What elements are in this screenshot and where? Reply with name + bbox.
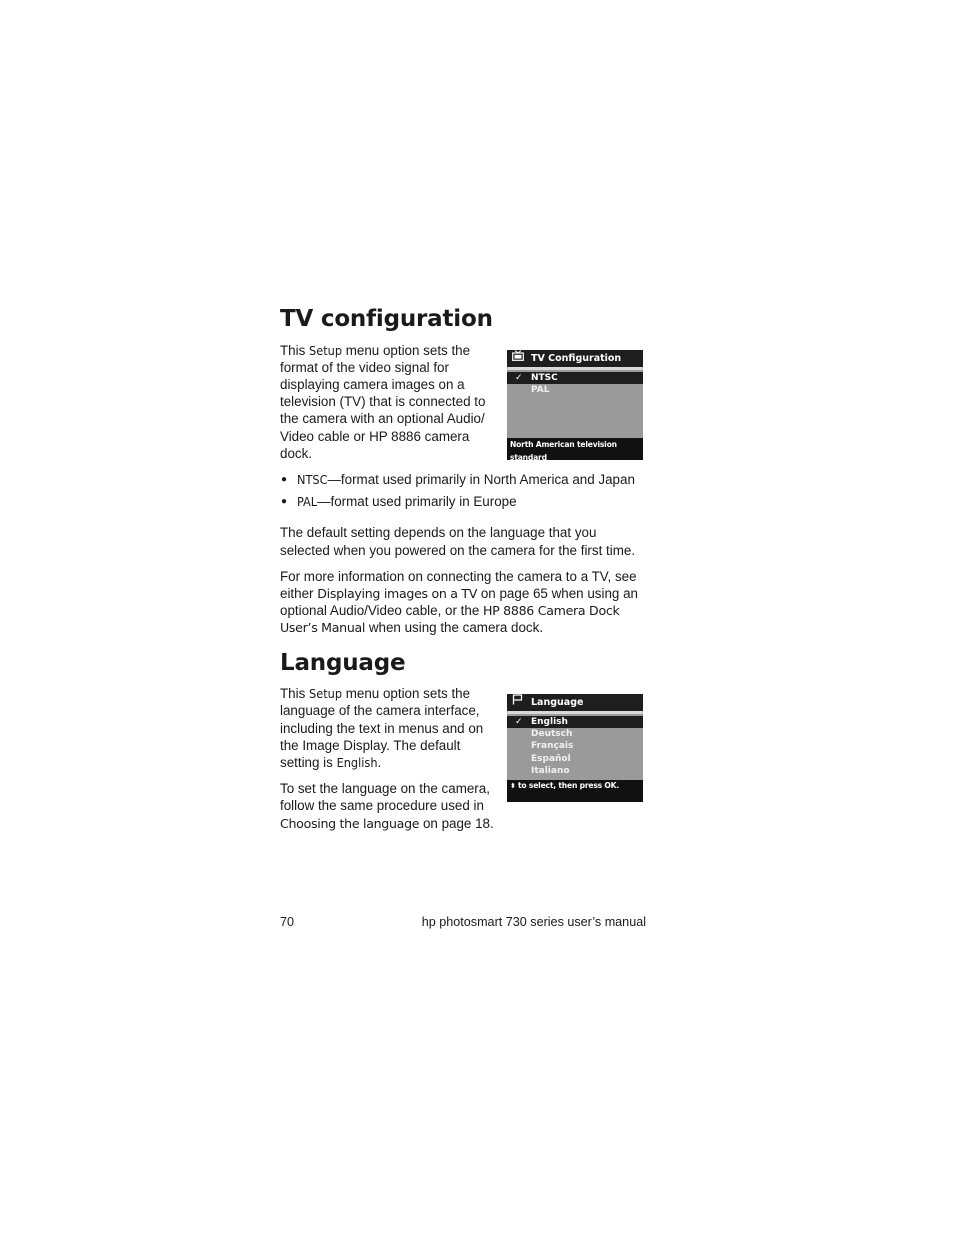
format-description: —format used primarily in North America and Japan	[327, 472, 635, 488]
text: on page 65 when using an optional Audio/Video cable, or the	[280, 586, 638, 619]
tv-intro-paragraph	[280, 342, 495, 462]
setup-menu-term: Setup	[309, 686, 343, 702]
checkmark-icon: ✓	[515, 373, 523, 383]
menu-option-label: Italiano	[531, 766, 570, 777]
text: This	[280, 686, 310, 702]
language-section	[280, 650, 646, 832]
menu-option[interactable]	[507, 384, 643, 396]
menu-option[interactable]	[507, 728, 643, 740]
language-intro-paragraph	[280, 685, 495, 771]
menu-option[interactable]	[507, 753, 643, 765]
text: menu option sets the format of the video signal for displaying camera images on a television (TV) that is connected to the camera with an optional Audio/ Video cable or HP 8886 camera dock.	[280, 342, 486, 461]
screen-title: Language	[531, 696, 584, 708]
language-procedure-paragraph	[280, 780, 495, 832]
flag-icon	[512, 694, 526, 711]
default-language-term: English	[336, 755, 378, 771]
text: when using the camera dock.	[365, 620, 544, 636]
bullet-icon: ●	[281, 496, 288, 508]
screen-title: TV Configuration	[531, 353, 622, 364]
tv-configuration-section	[280, 306, 646, 637]
menu-option[interactable]	[507, 372, 643, 384]
more-info-paragraph	[280, 568, 646, 637]
text: To set the language on the camera, follow the same procedure used in	[280, 781, 490, 814]
tv-format-list	[280, 471, 646, 510]
bullet-icon: ●	[281, 474, 288, 486]
language-heading: Language	[280, 649, 406, 676]
list-item	[280, 493, 646, 510]
language-screen	[507, 694, 643, 802]
setup-menu-term: Setup	[309, 342, 343, 358]
menu-option[interactable]	[507, 716, 643, 728]
menu-option-label: English	[531, 716, 568, 727]
text: menu option sets the language of the camera interface, including the text in menus and on the Image Display. The default setting is	[280, 686, 484, 771]
menu-option-label: PAL	[531, 385, 550, 396]
checkmark-icon: ✓	[515, 716, 523, 727]
page-content	[280, 306, 646, 832]
tv-configuration-heading: TV configuration	[280, 306, 493, 332]
screen-title-bar	[507, 350, 643, 367]
up-down-arrows-icon: ⬍	[510, 781, 516, 790]
text: on page 18.	[419, 815, 494, 831]
tv-configuration-screen	[507, 350, 643, 460]
screen-help-row	[507, 780, 643, 802]
camera-dock-manual-link[interactable]: HP 8886 Camera Dock User’s Manual	[280, 603, 620, 636]
menu-option-label: Español	[531, 753, 571, 764]
menu-option[interactable]	[507, 740, 643, 752]
screen-title-bar	[507, 694, 643, 711]
screen-help-text: to select, then press OK.	[518, 780, 620, 790]
manual-title: hp photosmart 730 series user’s manual	[421, 915, 646, 929]
text: .	[377, 755, 382, 771]
default-setting-paragraph: The default setting depends on the language that you selected when you powered on the camera for the first time.	[280, 525, 636, 558]
menu-option-label: NTSC	[531, 373, 558, 383]
list-item	[280, 471, 646, 488]
language-option-list	[507, 714, 643, 780]
text: For more information on connecting the camera to a TV, see either	[280, 568, 637, 602]
format-term: PAL	[297, 494, 318, 510]
tv-option-list	[507, 370, 643, 438]
displaying-images-link[interactable]: Displaying images on a TV	[317, 586, 478, 602]
text: This	[280, 342, 310, 358]
screen-help-text: North American television standard	[507, 438, 643, 460]
menu-option-label: Deutsch	[531, 729, 573, 740]
tv-icon	[512, 350, 526, 367]
choosing-language-link[interactable]: Choosing the language	[280, 815, 420, 831]
format-term: NTSC	[297, 472, 328, 488]
page-number: 70	[280, 915, 295, 929]
format-description: —format used primarily in Europe	[317, 494, 517, 510]
menu-option[interactable]	[507, 765, 643, 777]
menu-option-label: Français	[531, 741, 574, 752]
